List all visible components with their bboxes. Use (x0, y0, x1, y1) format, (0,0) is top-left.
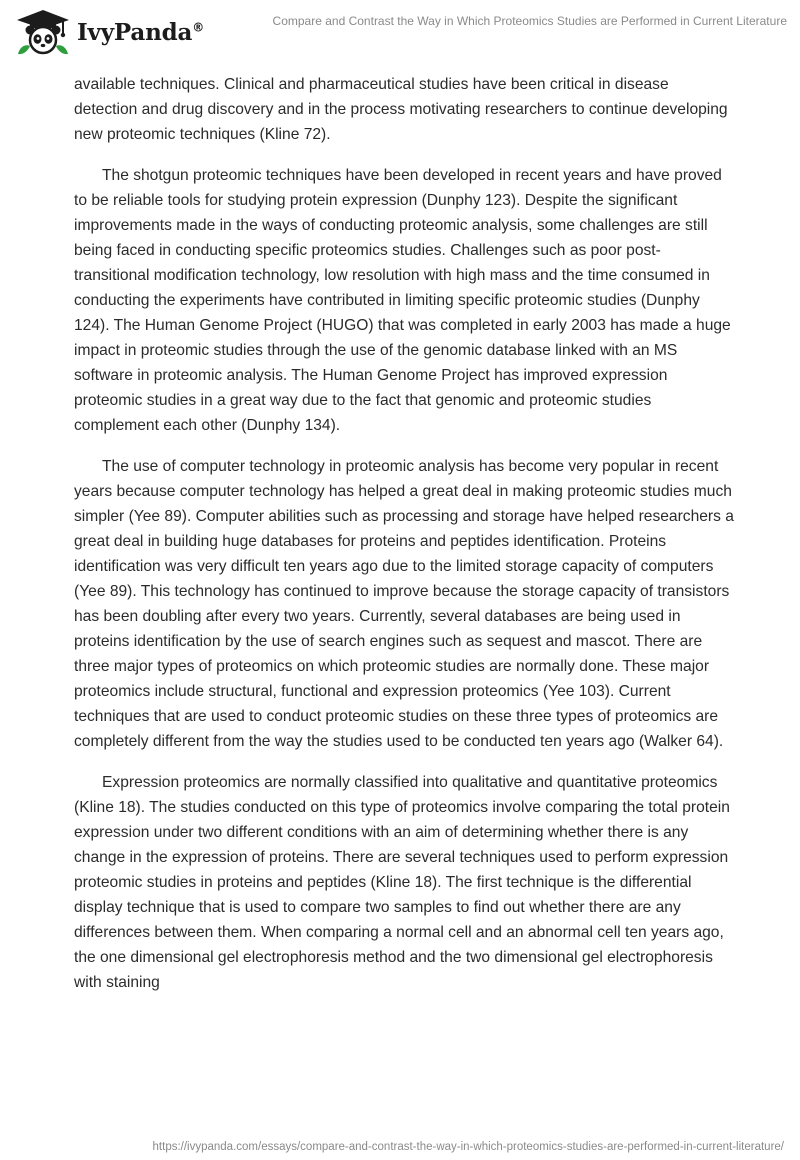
document-title: Compare and Contrast the Way in Which Proteomics Studies are Performed in Current Literature (272, 14, 787, 28)
logo-wordmark: IvyPanda® (77, 18, 204, 46)
paragraph-continuation: available techniques. Clinical and pharmaceutical studies have been critical in disease detection and drug discovery and in the process motivating researchers to continue developing new proteomic techniques (Kline 72). (74, 76, 728, 143)
essay-body (74, 72, 734, 1011)
paragraph: The shotgun proteomic techniques have been developed in recent years and have proved to be reliable tools for studying protein expression (Dunphy 123). Despite the significant improvements made in the ways of conducting proteomic analysis, some challenges are still being faced in conducting specific proteomics studies. Challenges such as poor post-transitional modification technology, low resolution with high mass and the time consumed in conducting the experiments have contributed in limiting specific proteomic studies (Dunphy 124). The Human Genome Project (HUGO) that was completed in early 2003 has made a huge impact in proteomic studies through the use of the genomic database linked with an MS software in proteomic analysis. The Human Genome Project has improved expression proteomic studies in a great way due to the fact that genomic and proteomic studies complement each other (Dunphy 134). (74, 167, 731, 434)
ivypanda-logo[interactable] (15, 8, 205, 56)
paragraph: The use of computer technology in proteomic analysis has become very popular in recent years because computer technology has helped a great deal in making proteomic studies much simpler (Yee 89). Computer abilities such as processing and storage have helped researchers a great deal in building huge databases for proteins and peptides identification. Proteins identification was very difficult ten years ago due to the limited storage capacity of computers (Yee 89). This technology has continued to improve because the storage capacity of transistors has been doubling after every two years. Currently, several databases are being used in proteins identification by the use of search engines such as sequest and mascot. There are three major types of proteomics on which proteomic studies are normally done. These major proteomics include structural, functional and expression proteomics (Yee 103). Current techniques that are used to conduct proteomic studies on these three types of proteomics are completely different from the way the studies used to be conducted ten years ago (Walker 64). (74, 458, 734, 750)
source-url[interactable]: https://ivypanda.com/essays/compare-and-contrast-the-way-in-which-proteomics-studies-are-performed-in-current-literature/ (152, 1141, 784, 1153)
panda-graduate-icon (15, 8, 71, 56)
paragraph: Expression proteomics are normally classified into qualitative and quantitative proteomics (Kline 18). The studies conducted on this type of proteomics involve comparing the total protein expression under two different conditions with an aim of determining whether there is any change in the expression of proteins. There are several techniques used to perform expression proteomic studies in proteins and peptides (Kline 18). The first technique is the differential display technique that is used to compare two samples to find out whether there are any differences between them. When comparing a normal cell and an abnormal cell ten years ago, the one dimensional gel electrophoresis method and the two dimensional gel electrophoresis with staining (74, 774, 730, 991)
page-header (0, 0, 800, 60)
